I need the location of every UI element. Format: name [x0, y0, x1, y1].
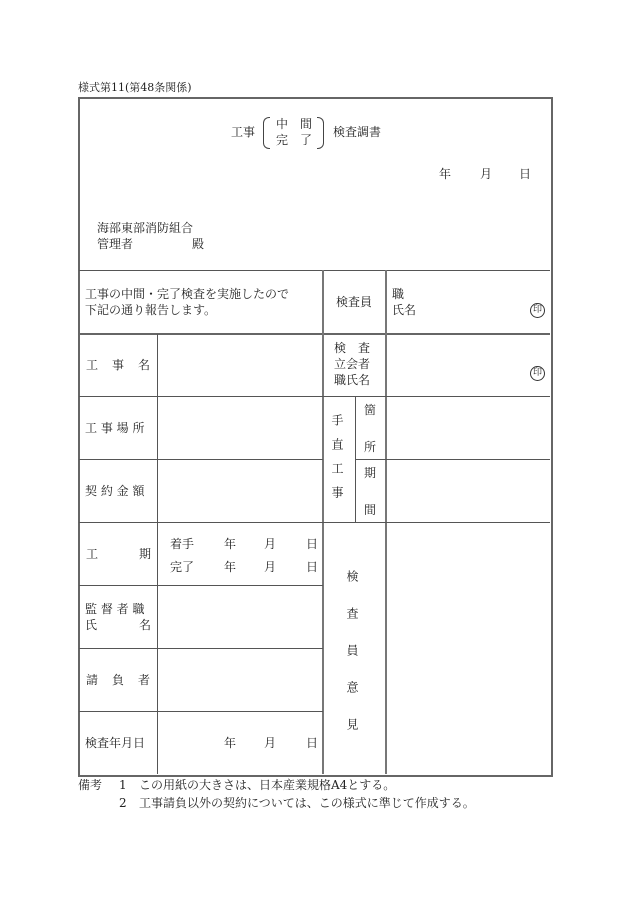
position-label: 職	[392, 287, 405, 301]
complete-year: 年	[224, 560, 237, 574]
period-label-top: 期	[364, 466, 377, 480]
seal-icon: 印	[530, 303, 545, 318]
date-month: 月	[480, 167, 493, 181]
location-label-bottom: 所	[364, 440, 377, 454]
row-line-2-left	[79, 459, 323, 460]
supervisor-label-2-right: 名	[139, 618, 152, 632]
title-suffix: 検査調書	[333, 125, 382, 139]
inspection-day: 日	[306, 736, 319, 750]
contract-amount-label: 契 約 金 額	[85, 484, 145, 498]
supervisor-label-1: 監 督 者 職	[85, 602, 145, 616]
start-day: 日	[306, 537, 319, 551]
term-label-left: 工	[86, 547, 99, 561]
row-line-4	[79, 585, 323, 586]
inspector-opinion-field[interactable]	[388, 524, 548, 772]
title-prefix: 工事	[231, 125, 256, 139]
note-2-number: 2	[119, 796, 127, 810]
addressee-org: 海部東部消防組合	[97, 221, 194, 235]
inspector-opinion-label: 検査員意見	[345, 570, 359, 755]
right-bracket	[317, 117, 324, 149]
report-text-line1: 工事の中間・完了検査を実施したので	[85, 287, 290, 301]
work-location-field[interactable]	[159, 398, 321, 458]
work-location-label: 工 事 場 所	[85, 421, 145, 435]
note-1-number: 1	[119, 778, 127, 792]
row-line-6	[79, 711, 323, 712]
period-label-bottom: 間	[364, 503, 377, 517]
notes-label: 備考	[78, 778, 103, 792]
witness-field[interactable]	[388, 336, 548, 395]
row-line-1	[79, 396, 550, 397]
addressee-honorific: 殿	[192, 237, 205, 251]
work-name-field[interactable]	[159, 336, 321, 395]
divider-double	[79, 333, 550, 335]
inspection-month: 月	[264, 736, 277, 750]
divider-top-report	[79, 270, 550, 271]
contractor-field[interactable]	[159, 650, 321, 710]
inspection-date-label: 検査年月日	[85, 736, 146, 750]
left-bracket	[263, 117, 270, 149]
direct-work-period-field[interactable]	[388, 461, 548, 521]
complete-month: 月	[264, 560, 277, 574]
witness-label-2: 立会者	[334, 357, 371, 371]
col-line-label	[157, 334, 158, 774]
row-line-3	[79, 522, 550, 523]
row-line-2-right	[355, 459, 550, 460]
row-line-5	[79, 648, 323, 649]
witness-label-3: 職氏名	[334, 373, 371, 387]
term-label-right: 期	[139, 547, 152, 561]
direct-work-label: 手直工事	[330, 414, 344, 510]
work-name-label: 工 事 名	[86, 358, 152, 372]
witness-label-1: 検 査	[334, 341, 371, 355]
title-option-bottom-right: 了	[300, 133, 313, 147]
contractor-label: 請 負 者	[86, 673, 152, 687]
contract-amount-field[interactable]	[159, 461, 321, 521]
title-option-top-left: 中	[276, 117, 289, 131]
form-number: 様式第11(第48条関係)	[78, 81, 192, 94]
complete-day: 日	[306, 560, 319, 574]
title-option-top-right: 間	[300, 117, 313, 131]
date-day: 日	[519, 167, 532, 181]
complete-label: 完了	[170, 560, 195, 574]
note-1-text: この用紙の大きさは、日本産業規格A4とする。	[139, 778, 396, 792]
witness-seal-icon: 印	[530, 366, 545, 381]
start-month: 月	[264, 537, 277, 551]
addressee-role: 管理者	[97, 237, 134, 251]
start-label: 着手	[170, 537, 195, 551]
date-year: 年	[439, 167, 452, 181]
title-option-bottom-left: 完	[276, 133, 289, 147]
note-2-text: 工事請負以外の契約については、この様式に準じて作成する。	[139, 796, 475, 810]
inspection-year: 年	[224, 736, 237, 750]
report-text-line2: 下記の通り報告します。	[85, 303, 217, 317]
supervisor-field[interactable]	[159, 587, 321, 647]
supervisor-label-2-left: 氏	[85, 618, 98, 632]
inspector-label: 検査員	[336, 295, 373, 309]
start-year: 年	[224, 537, 237, 551]
name-label: 氏名	[392, 303, 417, 317]
location-label-top: 箇	[364, 403, 377, 417]
direct-work-location-field[interactable]	[388, 398, 548, 458]
